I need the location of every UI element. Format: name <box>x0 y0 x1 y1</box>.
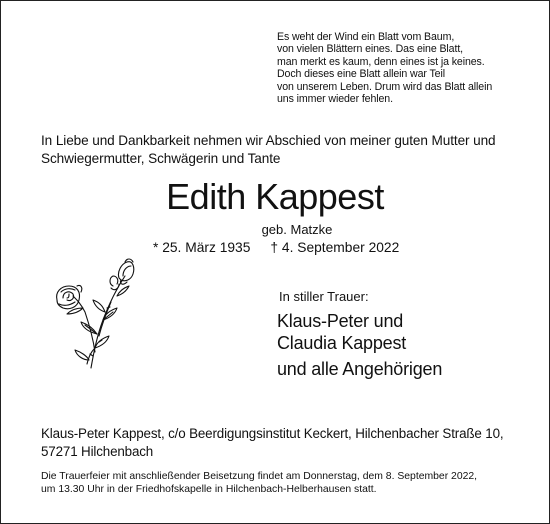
intro-text <box>41 132 541 168</box>
poem-line: Doch dieses eine Blatt allein war Teil <box>277 68 445 81</box>
poem-line: Es weht der Wind ein Blatt vom Baum, <box>277 31 455 43</box>
life-dates <box>153 239 453 257</box>
death-date: † 4. September 2022 <box>270 240 400 255</box>
intro-line: In Liebe und Dankbarkeit nehmen wir Abschied von meiner guten Mutter und <box>41 133 496 148</box>
mourners-list <box>277 310 442 380</box>
poem-line: man merkt es kaum, denn eines ist ja keines. <box>277 55 485 68</box>
mourner-name: Klaus-Peter und <box>277 311 404 331</box>
poem-line: von vielen Blättern eines. Das eine Blatt, <box>277 43 464 56</box>
contact-address <box>41 425 541 461</box>
mourners-label: In stiller Trauer: <box>279 289 369 304</box>
intro-line: Schwiegermutter, Schwägerin und Tante <box>41 151 281 166</box>
birth-name: geb. Matzke <box>261 222 333 237</box>
birth-date: * 25. März 1935 <box>153 240 251 255</box>
mourner-name: Claudia Kappest <box>277 333 407 353</box>
address-line: 57271 Hilchenbach <box>41 444 154 459</box>
other-relatives: und alle Angehörigen <box>277 359 443 379</box>
funeral-line: um 13.30 Uhr in der Friedhofskapelle in Hilchenbach-Helberhausen statt. <box>41 484 377 495</box>
poem <box>277 31 539 105</box>
funeral-info <box>41 470 541 496</box>
poem-line: uns immer wieder fehlen. <box>277 93 393 106</box>
funeral-line: Die Trauerfeier mit anschließender Beisetzung findet am Donnerstag, dem 8. September 2022, <box>41 471 478 482</box>
rose-drawing-icon <box>39 256 139 374</box>
deceased-name: Edith Kappest <box>166 176 384 217</box>
poem-line: von unserem Leben. Drum wird das Blatt allein <box>277 80 493 93</box>
address-line: Klaus-Peter Kappest, c/o Beerdigungsinstitut Keckert, Hilchenbacher Straße 10, <box>41 426 504 441</box>
